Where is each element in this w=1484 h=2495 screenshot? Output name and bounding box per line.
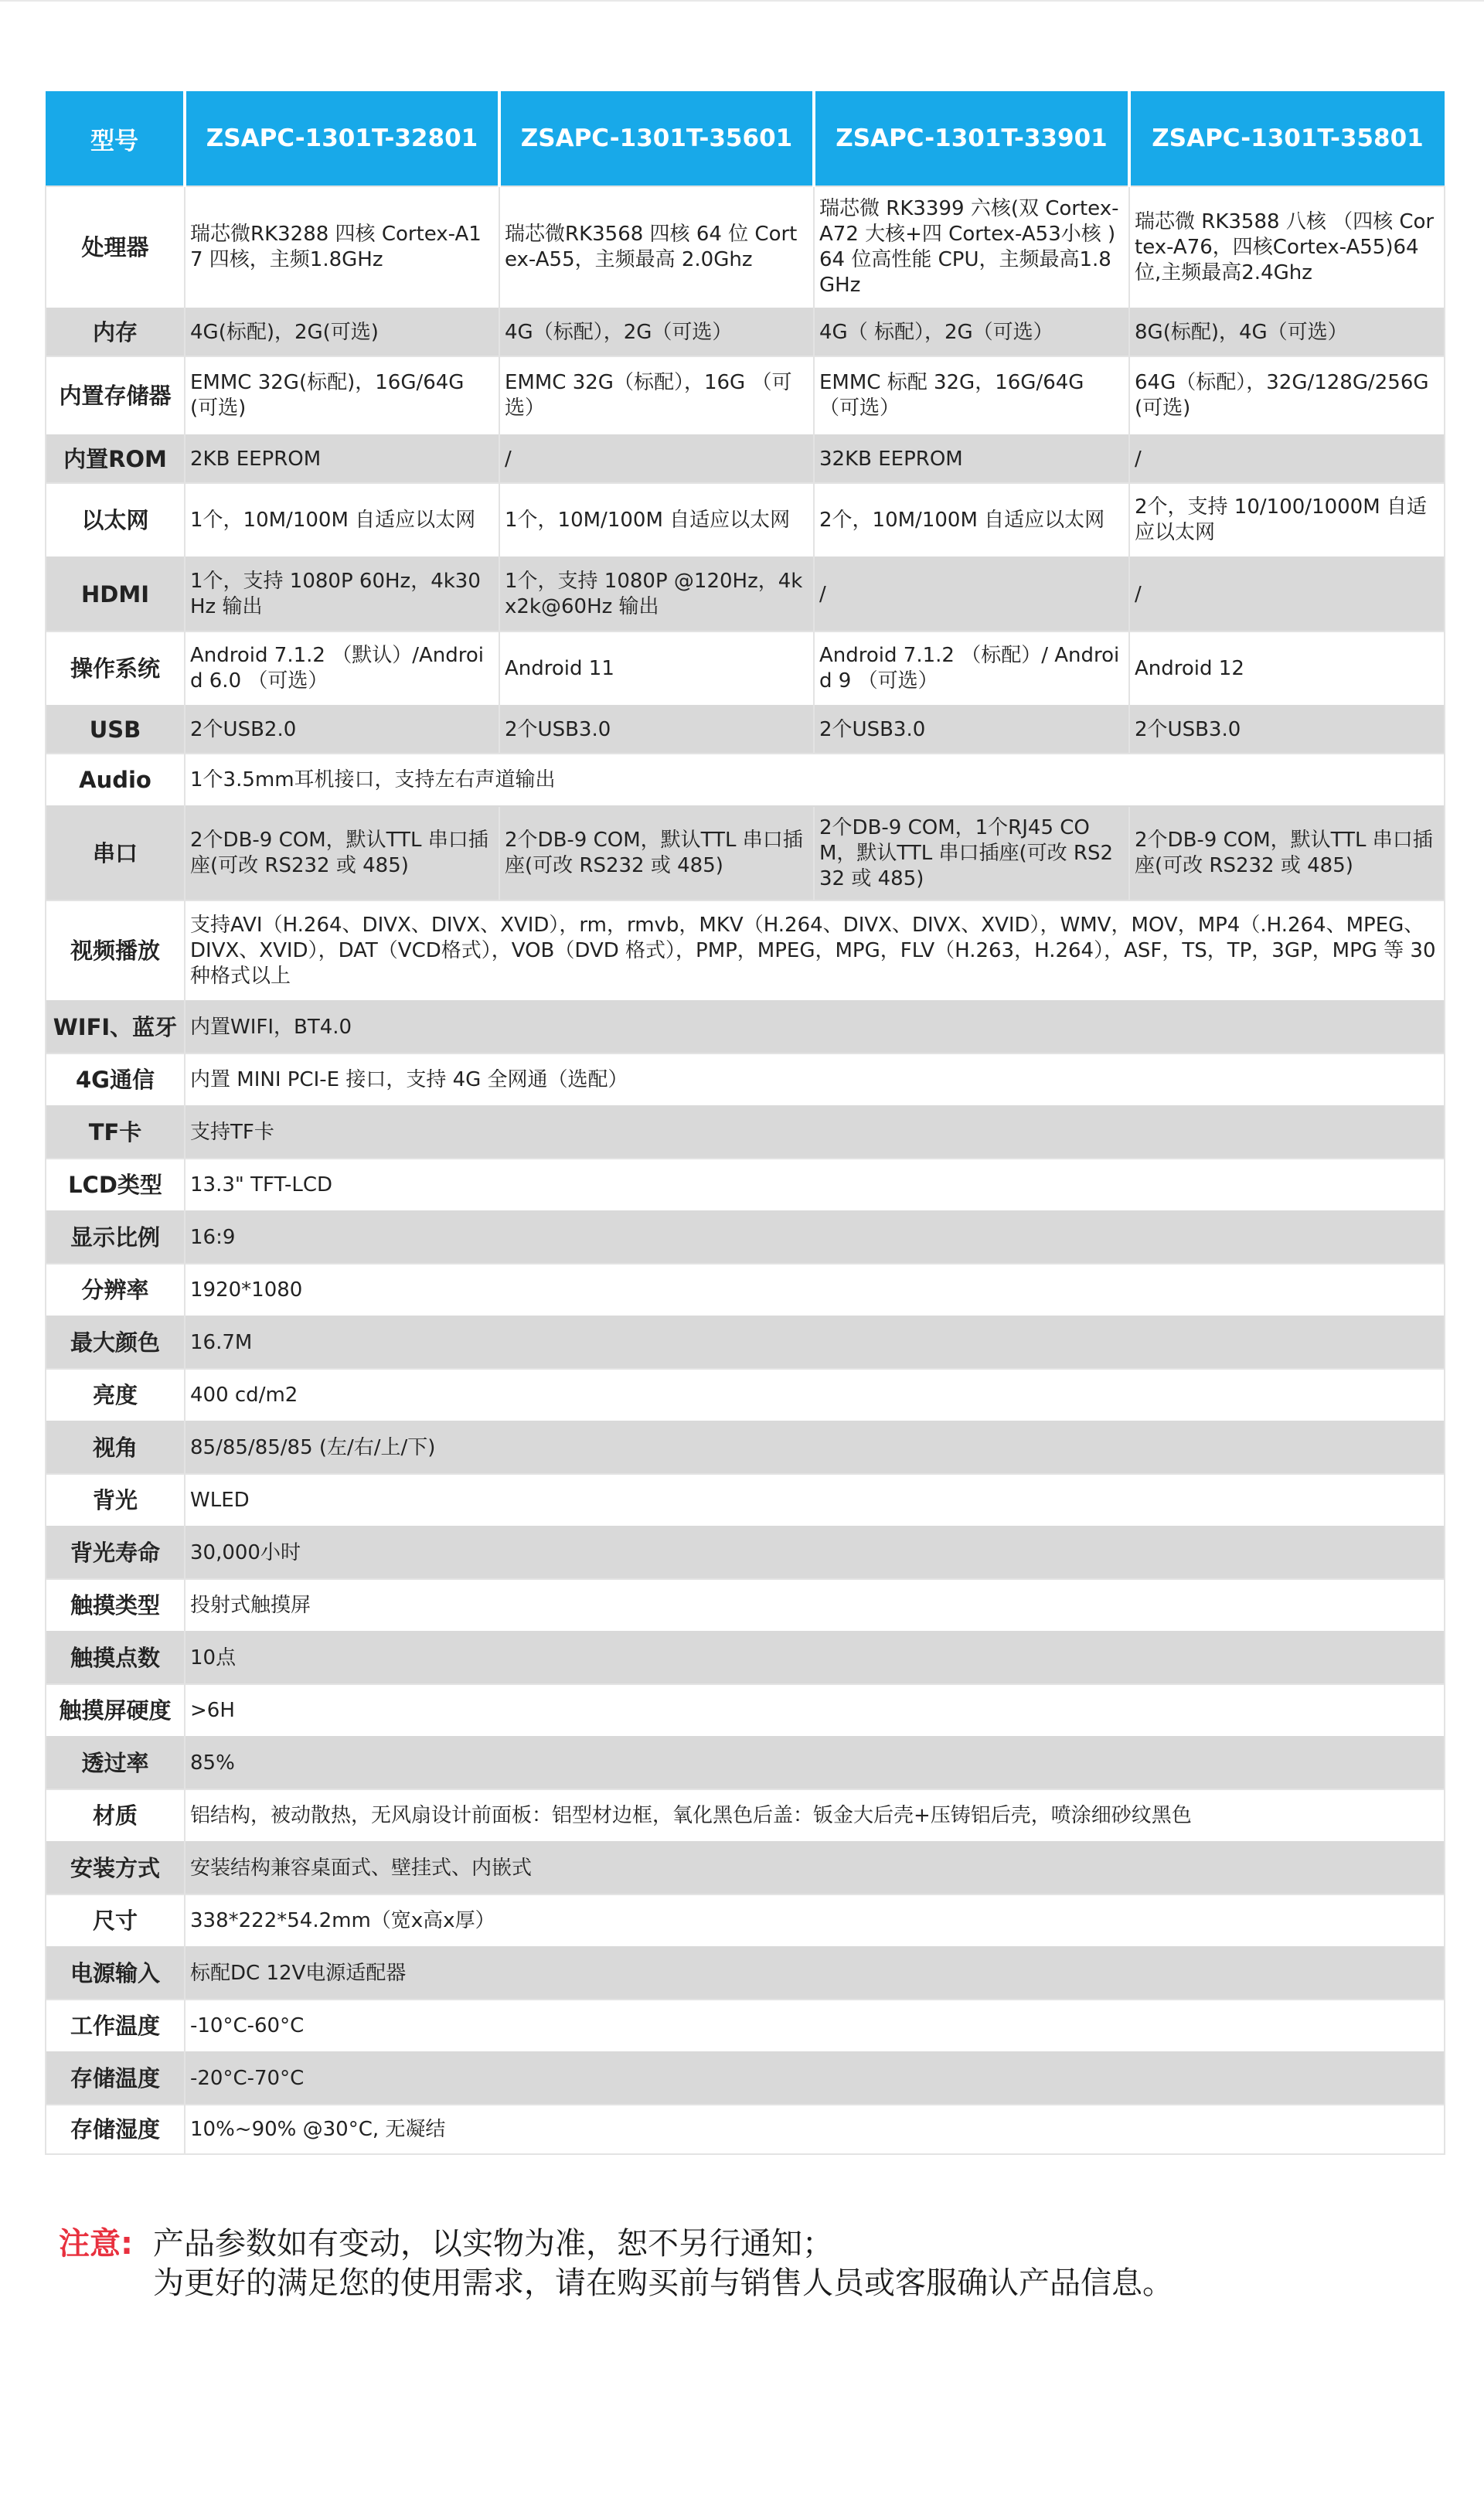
- table-row: [46, 1211, 1445, 1264]
- spec-value: 30,000小时: [185, 1527, 1445, 1579]
- spec-value: >6H: [185, 1684, 1445, 1737]
- spec-label: 视角: [46, 1421, 185, 1474]
- spec-label: 显示比例: [46, 1211, 185, 1264]
- table-row: [46, 1106, 1445, 1159]
- spec-label: WIFI、蓝牙: [46, 1001, 185, 1053]
- spec-value: 瑞芯微RK3568 四核 64 位 Cortex-A55，主频最高 2.0Ghz: [499, 186, 814, 308]
- spec-label: 触摸点数: [46, 1632, 185, 1684]
- table-row: [46, 706, 1445, 754]
- spec-value: EMMC 32G（标配），16G （可选）: [499, 356, 814, 435]
- table-row: [46, 1474, 1445, 1527]
- spec-label: 触摸屏硬度: [46, 1684, 185, 1737]
- model-header-label: 型号: [46, 91, 185, 186]
- table-row: [46, 1737, 1445, 1789]
- spec-value: 2个，支持 10/100/1000M 自适应以太网: [1129, 483, 1445, 557]
- table-row: [46, 2105, 1445, 2154]
- spec-label: USB: [46, 706, 185, 754]
- spec-label: 工作温度: [46, 2000, 185, 2052]
- spec-value: 85%: [185, 1737, 1445, 1789]
- spec-value: 2个USB3.0: [814, 706, 1129, 754]
- spec-value: 2个DB-9 COM，默认TTL 串口插座(可改 RS232 或 485): [499, 806, 814, 900]
- spec-value: /: [1129, 435, 1445, 483]
- model-name: ZSAPC-1301T-33901: [814, 91, 1129, 186]
- notice-line: 产品参数如有变动，以实物为准，恕不另行通知；: [153, 2226, 833, 2262]
- spec-value: 瑞芯微 RK3588 八核 （四核 Cortex-A76，四核Cortex-A55)64位,主频最高2.4Ghz: [1129, 186, 1445, 308]
- spec-value: 安装结构兼容桌面式、壁挂式、内嵌式: [185, 1842, 1445, 1894]
- model-name: ZSAPC-1301T-32801: [185, 91, 499, 186]
- spec-label: 内置ROM: [46, 435, 185, 483]
- spec-label: 操作系统: [46, 631, 185, 706]
- spec-label: 触摸类型: [46, 1579, 185, 1632]
- spec-value: 2个DB-9 COM，1个RJ45 COM，默认TTL 串口插座(可改 RS232 或 485): [814, 806, 1129, 900]
- spec-value: Android 11: [499, 631, 814, 706]
- table-row: [46, 631, 1445, 706]
- spec-value: Android 7.1.2 （默认）/Android 6.0 （可选）: [185, 631, 499, 706]
- model-name: ZSAPC-1301T-35801: [1129, 91, 1445, 186]
- spec-value: 4G（ 标配），2G（可选）: [814, 308, 1129, 356]
- model-name: ZSAPC-1301T-35601: [499, 91, 814, 186]
- spec-label: HDMI: [46, 557, 185, 631]
- spec-label: 存储湿度: [46, 2105, 185, 2154]
- table-row: [46, 1421, 1445, 1474]
- spec-value: 338*222*54.2mm（宽x高x厚）: [185, 1894, 1445, 1947]
- spec-value: 2个，10M/100M 自适应以太网: [814, 483, 1129, 557]
- spec-value: /: [1129, 557, 1445, 631]
- table-row: [46, 754, 1445, 806]
- top-divider: [0, 0, 1484, 2]
- spec-value: EMMC 标配 32G，16G/64G （可选）: [814, 356, 1129, 435]
- spec-label: Audio: [46, 754, 185, 806]
- table-row: [46, 435, 1445, 483]
- spec-value: 2个DB-9 COM，默认TTL 串口插座(可改 RS232 或 485): [1129, 806, 1445, 900]
- spec-value: 13.3" TFT-LCD: [185, 1159, 1445, 1211]
- spec-value: EMMC 32G(标配)，16G/64G (可选): [185, 356, 499, 435]
- spec-value: 16:9: [185, 1211, 1445, 1264]
- spec-value: 32KB EEPROM: [814, 435, 1129, 483]
- table-row: [46, 1369, 1445, 1421]
- spec-value: -10°C-60°C: [185, 2000, 1445, 2052]
- table-row: [46, 1527, 1445, 1579]
- table-row: [46, 1789, 1445, 1842]
- spec-value: 2个USB3.0: [499, 706, 814, 754]
- spec-label: 安装方式: [46, 1842, 185, 1894]
- spec-value: 2KB EEPROM: [185, 435, 499, 483]
- table-row: [46, 1632, 1445, 1684]
- spec-value: 85/85/85/85 (左/右/上/下): [185, 1421, 1445, 1474]
- spec-label: 内存: [46, 308, 185, 356]
- spec-value: 10点: [185, 1632, 1445, 1684]
- spec-value: 瑞芯微RK3288 四核 Cortex-A17 四核，主频1.8GHz: [185, 186, 499, 308]
- spec-value: /: [499, 435, 814, 483]
- spec-value: 400 cd/m2: [185, 1369, 1445, 1421]
- spec-value: 投射式触摸屏: [185, 1579, 1445, 1632]
- spec-value: Android 12: [1129, 631, 1445, 706]
- spec-value: 10%~90% @30°C, 无凝结: [185, 2105, 1445, 2154]
- spec-value: /: [814, 557, 1129, 631]
- notice-label: 注意:: [59, 2226, 133, 2262]
- spec-label: 尺寸: [46, 1894, 185, 1947]
- table-row: [46, 557, 1445, 631]
- spec-value: 标配DC 12V电源适配器: [185, 1947, 1445, 2000]
- spec-label: 处理器: [46, 186, 185, 308]
- table-row: [46, 186, 1445, 308]
- spec-value: Android 7.1.2 （标配）/ Android 9 （可选）: [814, 631, 1129, 706]
- spec-value: 2个USB2.0: [185, 706, 499, 754]
- table-header-row: [46, 91, 1445, 186]
- spec-value: 16.7M: [185, 1316, 1445, 1369]
- spec-label: 内置存储器: [46, 356, 185, 435]
- table-row: [46, 1053, 1445, 1106]
- table-row: [46, 308, 1445, 356]
- spec-value: -20°C-70°C: [185, 2052, 1445, 2105]
- spec-value: 4G（标配），2G（可选）: [499, 308, 814, 356]
- spec-label: 背光: [46, 1474, 185, 1527]
- table-row: [46, 1264, 1445, 1316]
- spec-label: 材质: [46, 1789, 185, 1842]
- spec-value: 2个DB-9 COM，默认TTL 串口插座(可改 RS232 或 485): [185, 806, 499, 900]
- spec-value: 1个，支持 1080P 60Hz，4k30Hz 输出: [185, 557, 499, 631]
- spec-label: LCD类型: [46, 1159, 185, 1211]
- spec-value: 瑞芯微 RK3399 六核(双 Cortex-A72 大核+四 Cortex-A53小核 )64 位高性能 CPU，主频最高1.8GHz: [814, 186, 1129, 308]
- spec-table: [45, 91, 1445, 2155]
- spec-value: 内置WIFI，BT4.0: [185, 1001, 1445, 1053]
- table-row: [46, 1894, 1445, 1947]
- spec-value: 支持AVI（H.264、DIVX、DIVX、XVID），rm，rmvb，MKV（H.264、DIVX、DIVX、XVID），WMV，MOV，MP4（.H.264、MPEG、DIVX、XVID），DAT（VCD格式），VOB（DVD 格式），PMP，MPEG，MPG，FLV（H.263，H.264），ASF，TS，TP，3GP，MPG 等 30 种格式以上: [185, 900, 1445, 1001]
- spec-value: 64G（标配），32G/128G/256G(可选): [1129, 356, 1445, 435]
- spec-label: 亮度: [46, 1369, 185, 1421]
- spec-value: 1920*1080: [185, 1264, 1445, 1316]
- spec-value: 支持TF卡: [185, 1106, 1445, 1159]
- spec-label: 以太网: [46, 483, 185, 557]
- spec-value: 1个，支持 1080P @120Hz，4kx2k@60Hz 输出: [499, 557, 814, 631]
- table-row: [46, 1684, 1445, 1737]
- table-row: [46, 2052, 1445, 2105]
- spec-table-body: [46, 186, 1445, 2154]
- spec-value: 1个，10M/100M 自适应以太网: [499, 483, 814, 557]
- notice-line: 为更好的满足您的使用需求，请在购买前与销售人员或客服确认产品信息。: [153, 2265, 1173, 2301]
- spec-label: 存储温度: [46, 2052, 185, 2105]
- table-row: [46, 900, 1445, 1001]
- spec-label: 串口: [46, 806, 185, 900]
- table-row: [46, 356, 1445, 435]
- table-row: [46, 2000, 1445, 2052]
- table-row: [46, 1842, 1445, 1894]
- spec-label: 最大颜色: [46, 1316, 185, 1369]
- spec-value: 铝结构，被动散热，无风扇设计前面板：铝型材边框，氧化黑色后盖：钣金大后壳+压铸铝后壳，喷涂细砂纹黑色: [185, 1789, 1445, 1842]
- spec-value: 2个USB3.0: [1129, 706, 1445, 754]
- table-row: [46, 483, 1445, 557]
- spec-label: 透过率: [46, 1737, 185, 1789]
- table-row: [46, 806, 1445, 900]
- spec-label: 背光寿命: [46, 1527, 185, 1579]
- spec-value: 8G(标配)，4G（可选）: [1129, 308, 1445, 356]
- spec-value: 内置 MINI PCI-E 接口，支持 4G 全网通（选配）: [185, 1053, 1445, 1106]
- table-row: [46, 1579, 1445, 1632]
- spec-label: 4G通信: [46, 1053, 185, 1106]
- spec-label: 分辨率: [46, 1264, 185, 1316]
- spec-value: 1个3.5mm耳机接口，支持左右声道输出: [185, 754, 1445, 806]
- table-row: [46, 1159, 1445, 1211]
- spec-value: WLED: [185, 1474, 1445, 1527]
- spec-label: 电源输入: [46, 1947, 185, 2000]
- spec-value: 4G(标配)，2G(可选): [185, 308, 499, 356]
- table-row: [46, 1947, 1445, 2000]
- table-row: [46, 1001, 1445, 1053]
- spec-value: 1个，10M/100M 自适应以太网: [185, 483, 499, 557]
- table-row: [46, 1316, 1445, 1369]
- spec-label: TF卡: [46, 1106, 185, 1159]
- spec-label: 视频播放: [46, 900, 185, 1001]
